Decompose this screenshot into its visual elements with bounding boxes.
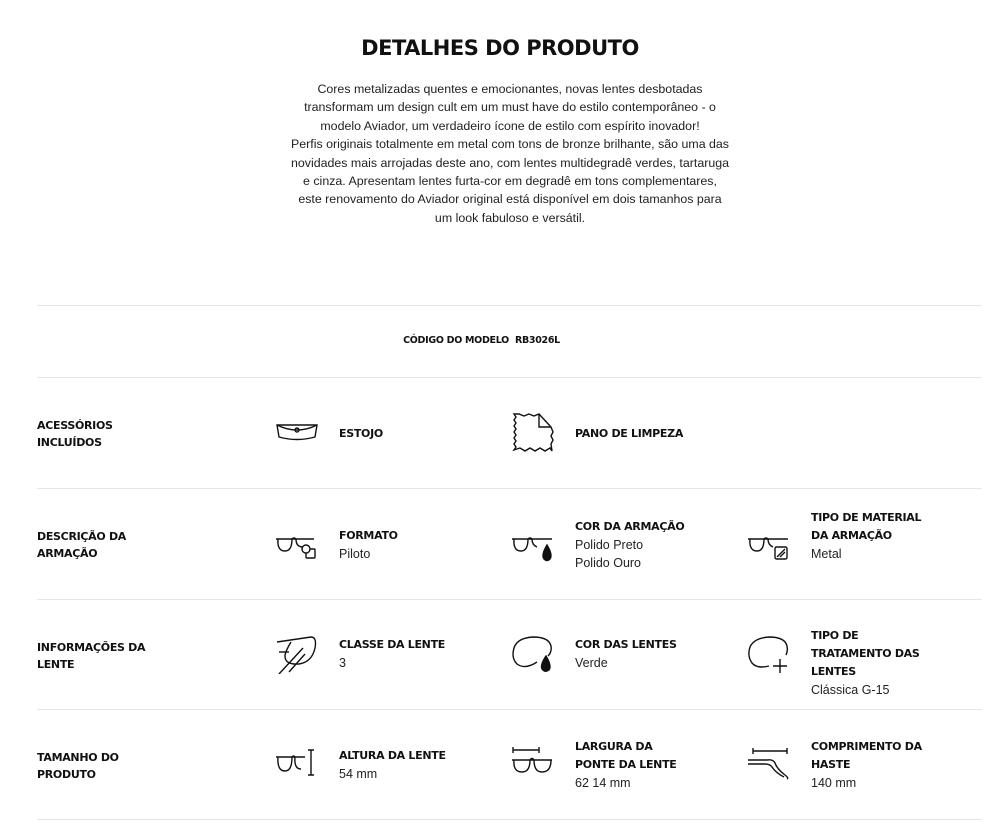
glasses-case-icon — [275, 413, 319, 453]
accessories-row — [0, 378, 1000, 488]
lens-treatment-label: TIPO DE TRATAMENTO DAS LENTES — [811, 629, 920, 678]
divider — [37, 819, 982, 820]
product-description — [290, 80, 730, 227]
bridge-width-value: 62 14 mm — [575, 776, 631, 790]
frame-color-icon — [511, 525, 555, 565]
temple-length-value: 140 mm — [811, 776, 857, 790]
frame-color-value: Polido Preto — [575, 538, 644, 552]
model-code — [0, 335, 963, 346]
frame-shape-label: FORMATO — [339, 529, 398, 542]
frame-row — [0, 489, 1000, 599]
lens-treatment-icon — [747, 634, 791, 674]
page-title: DETALHES DO PRODUTO — [361, 36, 639, 60]
frame-material-value: Metal — [811, 547, 842, 561]
lens-height-value: 54 mm — [339, 767, 378, 781]
bridge-width-icon — [511, 745, 555, 785]
lens-row — [0, 600, 1000, 710]
lens-height-icon — [275, 745, 319, 785]
accessory-label: ESTOJO — [339, 427, 383, 440]
frame-material-icon — [747, 525, 791, 565]
frame-material-label: TIPO DE MATERIAL DA ARMAÇÃO — [811, 511, 922, 542]
model-code-value: RB3026L — [514, 335, 560, 346]
model-code-label: CÓDIGO DO MODELO — [403, 335, 509, 346]
temple-length-icon — [747, 745, 791, 785]
lens-treatment-value: Clássica G-15 — [811, 683, 890, 697]
bridge-width-label: LARGURA DA PONTE DA LENTE — [575, 740, 677, 771]
divider — [37, 305, 982, 306]
lens-color-label: COR DAS LENTES — [575, 638, 677, 651]
cleaning-cloth-icon — [511, 413, 555, 453]
frame-shape-value: Piloto — [339, 547, 371, 561]
size-row — [0, 710, 1000, 820]
lens-height-label: ALTURA DA LENTE — [339, 749, 446, 762]
lens-color-icon — [511, 634, 555, 674]
description-paragraph-1: Cores metalizadas quentes e emocionantes, novas lentes desbotadas transformam um design cult em um must have do estilo contemporâneo - o modelo Aviador, um verdadeiro ícone de estilo com espírito inovador! — [304, 82, 716, 133]
section-label-frame: DESCRIÇÃO DA ARMAÇÃO — [37, 530, 127, 560]
lens-class-value: 3 — [339, 656, 346, 670]
lens-class-label: CLASSE DA LENTE — [339, 638, 446, 651]
accessory-label: PANO DE LIMPEZA — [575, 427, 684, 440]
lens-class-icon — [275, 634, 319, 674]
frame-color-value-2: Polido Ouro — [575, 556, 642, 570]
section-label-size: TAMANHO DO PRODUTO — [37, 751, 119, 781]
section-label-accessories: ACESSÓRIOS INCLUÍDOS — [37, 419, 113, 449]
temple-length-label: COMPRIMENTO DA HASTE — [811, 740, 922, 771]
frame-shape-icon — [275, 525, 319, 565]
lens-color-value: Verde — [575, 656, 608, 670]
frame-color-label: COR DA ARMAÇÃO — [575, 520, 685, 533]
description-paragraph-2: Perfis originais totalmente em metal com tons de bronze brilhante, são uma das novidades mais arrojadas deste ano, com lentes multidegradê verdes, tartaruga e cinza. Apresentam lentes furta-cor em degradê em tons complementares, este renovamento do Aviador original está disponível em dois tamanhos para um look fabuloso e versátil. — [290, 137, 730, 225]
section-label-lens: INFORMAÇÕES DA LENTE — [37, 641, 146, 671]
